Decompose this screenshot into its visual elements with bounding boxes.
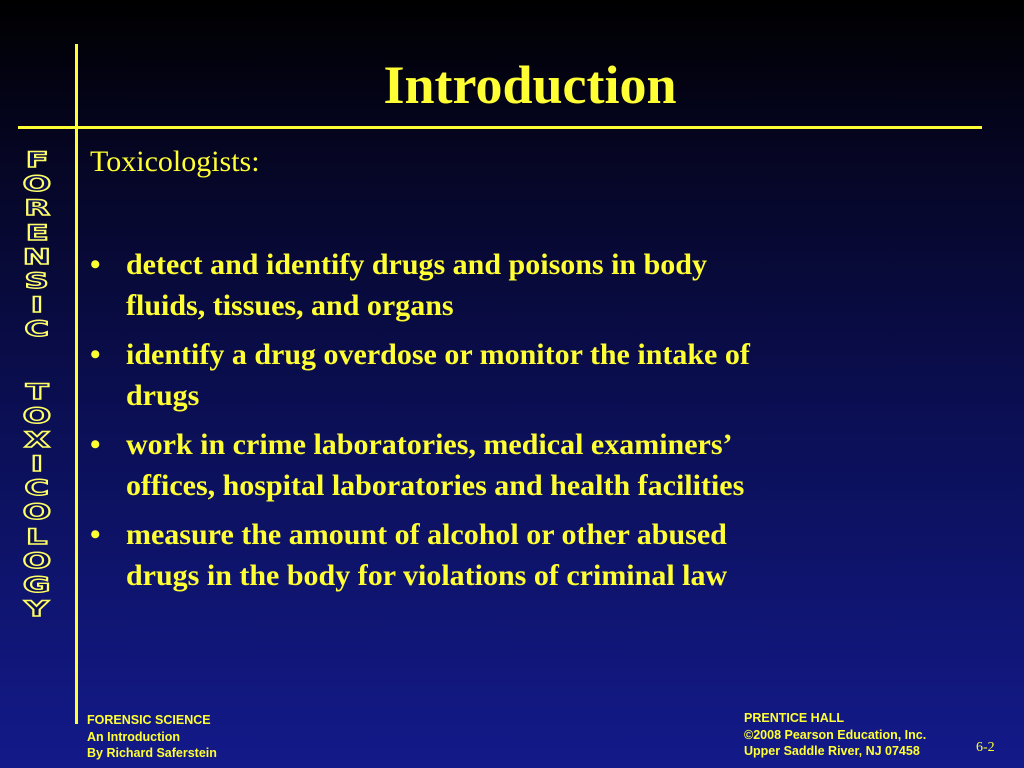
bullet-text-line: drugs (126, 379, 200, 412)
side-label-letter: F (25, 148, 49, 172)
side-label-letter: I (30, 293, 44, 318)
side-label-letter: R (24, 196, 50, 221)
bullet-item (90, 244, 950, 326)
page-number: 6-2 (976, 740, 995, 755)
slide-title: Introduction (383, 55, 677, 115)
footer-publisher-info (744, 710, 926, 760)
bullet-item (90, 334, 950, 416)
slide-lead-text: Toxicologists: (90, 145, 260, 178)
bullet-marker: • (90, 428, 101, 461)
bullet-text-line: offices, hospital laboratories and health facilities (126, 469, 745, 502)
bullet-text-line: detect and identify drugs and poisons in body (126, 248, 707, 281)
bullet-marker: • (90, 338, 101, 371)
side-label-letter: O (22, 172, 52, 197)
bullet-item (90, 424, 950, 506)
side-label-forensic-toxicology (8, 148, 66, 738)
bullet-text-line: drugs in the body for violations of criminal law (126, 559, 728, 592)
footer-publisher-address: Upper Saddle River, NJ 07458 (744, 744, 920, 758)
vertical-divider (75, 44, 78, 724)
bullet-item (90, 514, 950, 596)
bullet-list (90, 244, 950, 604)
bullet-marker: • (90, 518, 101, 551)
footer-book-subtitle: An Introduction (87, 729, 181, 744)
side-label-letter: I (30, 452, 44, 477)
side-label-letter: T (25, 379, 49, 404)
side-label-letter: G (23, 573, 51, 597)
bullet-text-line: fluids, tissues, and organs (126, 289, 454, 322)
side-label-letter: C (24, 317, 50, 342)
side-label-letter: Y (24, 597, 50, 622)
bullet-text-line: work in crime laboratories, medical examiners’ (126, 428, 733, 461)
side-label-word-forensic (22, 148, 52, 342)
footer-book-title: FORENSIC SCIENCE (87, 713, 211, 727)
side-label-letter: O (22, 548, 52, 573)
horizontal-divider (18, 126, 982, 129)
side-label-letter: S (24, 268, 50, 293)
footer-book-author: By Richard Saferstein (87, 746, 217, 760)
footer-copyright: ©2008 Pearson Education, Inc. (744, 727, 927, 742)
side-label-letter: L (26, 524, 48, 549)
side-label-letter: O (22, 403, 52, 428)
side-label-letter: C (24, 476, 50, 501)
footer-publisher-name: PRENTICE HALL (744, 711, 844, 725)
bullet-marker: • (90, 248, 101, 281)
footer-book-info (87, 712, 217, 762)
side-label-letter: N (22, 244, 52, 269)
bullet-text-line: identify a drug overdose or monitor the intake of (126, 338, 750, 371)
side-label-letter: O (22, 500, 52, 525)
side-label-letter: X (24, 427, 50, 452)
side-label-letter: E (25, 220, 49, 245)
bullet-text-line: measure the amount of alcohol or other abused (126, 518, 727, 551)
side-label-word-toxicology (22, 379, 52, 622)
